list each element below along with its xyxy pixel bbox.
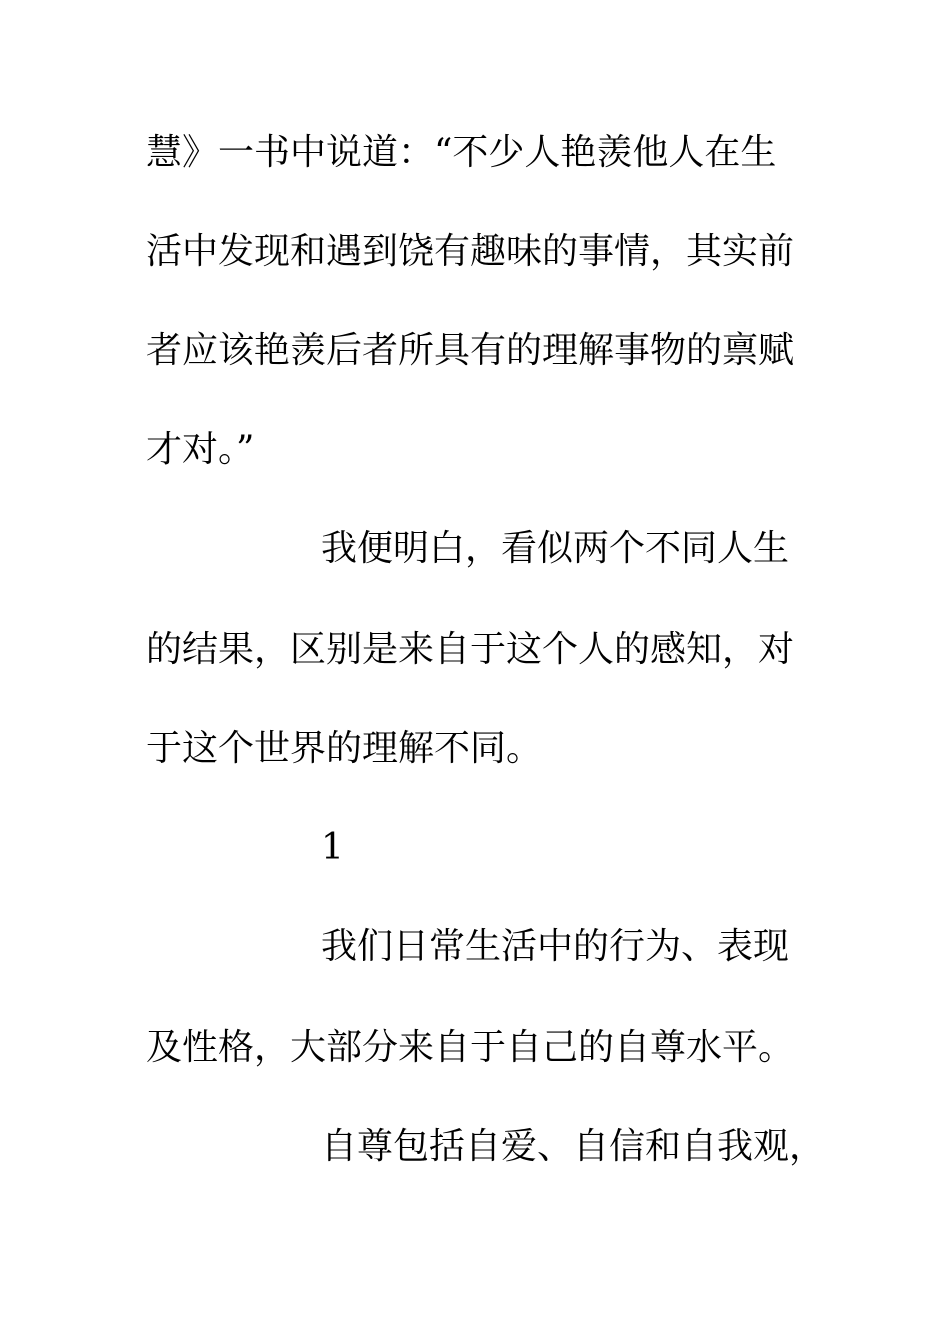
text-line: 于这个世界的理解不同。	[146, 728, 543, 769]
text-line: 及性格，大部分来自于自己的自尊水平。	[146, 1027, 795, 1068]
section-number: 1	[321, 827, 344, 868]
paragraph-start-line: 我们日常生活中的行为、表现	[321, 926, 790, 967]
paragraph-start-line: 我便明白，看似两个不同人生	[321, 528, 790, 569]
text-line: 活中发现和遇到饶有趣味的事情，其实前	[146, 231, 795, 272]
text-line: 才对。”	[146, 429, 255, 470]
text-line: 的结果，区别是来自于这个人的感知，对	[146, 629, 795, 670]
text-line: 慧》一书中说道：“不少人艳羡他人在生	[146, 132, 777, 173]
text-line: 者应该艳羡后者所具有的理解事物的禀赋	[146, 330, 795, 371]
paragraph-start-line: 自尊包括自爱、自信和自我观，	[321, 1126, 826, 1167]
